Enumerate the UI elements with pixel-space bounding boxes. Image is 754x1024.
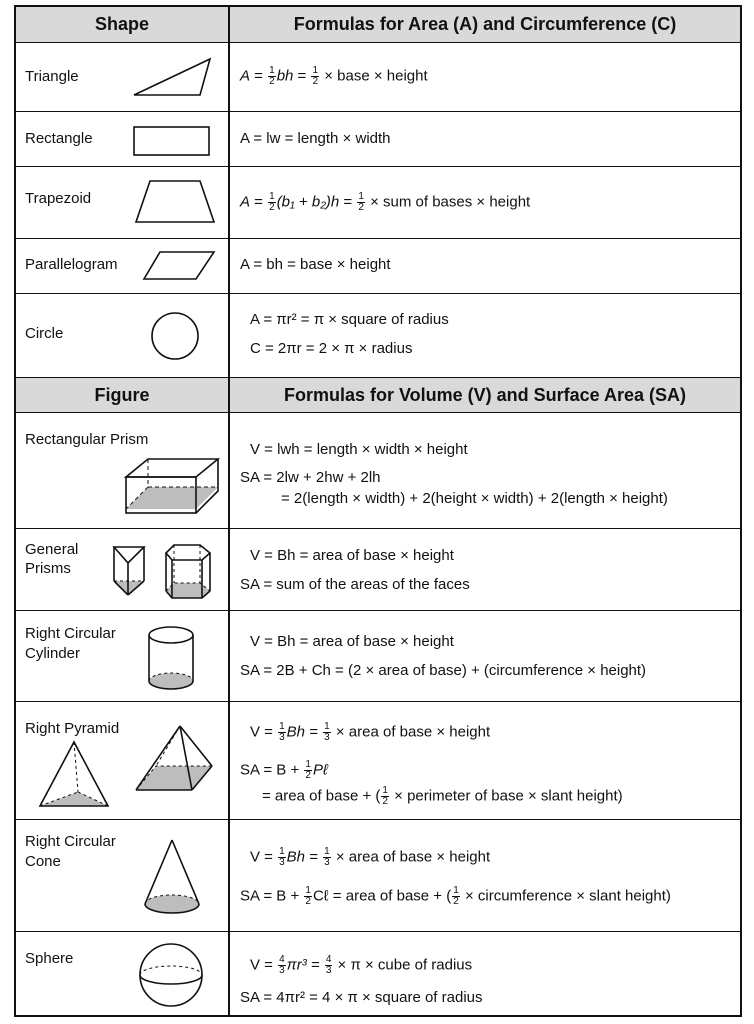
- cylinder-label-2: Cylinder: [25, 645, 81, 662]
- general-prisms-volume: V = Bh = area of base × height: [250, 547, 454, 564]
- pyramid-label: Right Pyramid: [25, 720, 120, 737]
- sphere-volume: V = $\frac{4}{3}$ πr³ = $\frac{4}{3}$ × π × cube of radius: [250, 954, 473, 976]
- trapezoid-label: Trapezoid: [25, 190, 92, 207]
- area-header-row: [16, 7, 740, 43]
- figure-column-header: Figure: [94, 384, 150, 405]
- volume-header-row: [16, 378, 740, 413]
- rectangle-row: [16, 112, 740, 167]
- cylinder-sa: SA = 2B + Ch = (2 × area of base) + (circumference × height): [240, 662, 647, 679]
- square-pyramid-figure: [134, 724, 214, 796]
- pyramid-sa-expanded: = area of base + ( $\frac{1}{2}$ × perimeter of base × slant height): [262, 785, 623, 807]
- sphere-figure: [138, 942, 204, 1008]
- parallelogram-label: Parallelogram: [25, 256, 118, 273]
- cylinder-label-1: Right Circular: [25, 625, 116, 642]
- general-prisms-label-1: General: [25, 541, 79, 558]
- rectangular-prism-label: Rectangular Prism: [25, 431, 149, 448]
- cone-figure: [142, 838, 202, 918]
- rectangular-prism-sa-expanded: = 2(length × width) + 2(height × width) + 2(length × height): [281, 490, 668, 507]
- rectangular-prism-row: [16, 413, 740, 529]
- sphere-sa: SA = 4πr² = 4 × π × square of radius: [240, 989, 483, 1006]
- circle-area-formula: A = πr² = π × square of radius: [250, 311, 449, 328]
- parallelogram-row: [16, 239, 740, 294]
- trapezoid-row: [16, 167, 740, 239]
- shape-column-header: Shape: [94, 14, 150, 34]
- cylinder-row: [16, 611, 740, 702]
- circle-row: [16, 294, 740, 378]
- rectangle-figure: [133, 126, 211, 158]
- triangle-figure: [132, 57, 212, 99]
- trapezoid-formula: A = $\frac{1}{2}$ (b₁ + b₂)h = $\frac{1}{2}$ × sum of bases × height: [240, 191, 531, 213]
- sphere-row: [16, 932, 740, 1015]
- rectangle-label: Rectangle: [25, 130, 93, 147]
- parallelogram-figure: [142, 250, 216, 282]
- pyramid-sa: SA = B + $\frac{1}{2}$ Pℓ: [240, 759, 328, 781]
- general-prisms-label-2: Prisms: [25, 560, 71, 577]
- formula-sheet: [14, 5, 742, 1017]
- triangle-formula: A = $\frac{1}{2}$ bh = $\frac{1}{2}$ × base × height: [240, 65, 428, 87]
- general-prisms-sa: SA = sum of the areas of the faces: [240, 576, 470, 593]
- cone-volume: V = $\frac{1}{3}$ Bh = $\frac{1}{3}$ × area of base × height: [250, 846, 491, 868]
- trapezoid-figure: [134, 179, 216, 225]
- pyramid-volume: V = $\frac{1}{3}$ Bh = $\frac{1}{3}$ × area of base × height: [250, 721, 491, 743]
- rectangle-formula: A = lw = length × width: [240, 130, 391, 147]
- circle-label: Circle: [25, 325, 64, 342]
- area-formulas-header: Formulas for Area (A) and Circumference (C): [293, 14, 677, 34]
- circle-circumference-formula: C = 2πr = 2 × π × radius: [250, 340, 413, 357]
- volume-formulas-header: Formulas for Volume (V) and Surface Area (SA): [283, 384, 687, 405]
- parallelogram-formula: A = bh = base × height: [240, 256, 391, 273]
- rectangular-prism-sa: SA = 2lw + 2hw + 2lh: [240, 469, 381, 486]
- hexagonal-prism-figure: [160, 543, 216, 601]
- cylinder-volume: V = Bh = area of base × height: [250, 633, 454, 650]
- rectangular-prism-volume: V = lwh = length × width × height: [250, 441, 468, 458]
- cone-sa: SA = B + $\frac{1}{2}$ Cℓ = area of base + ( $\frac{1}{2}$ × circumference × slant height): [240, 885, 671, 907]
- rectangular-prism-figure: [124, 457, 220, 517]
- cone-label-2: Cone: [25, 853, 61, 870]
- triangle-row: [16, 43, 740, 112]
- circle-figure: [150, 312, 202, 362]
- cone-label-1: Right Circular: [25, 833, 116, 850]
- general-prisms-row: [16, 529, 740, 611]
- cone-row: [16, 820, 740, 932]
- cylinder-figure: [146, 625, 196, 693]
- triangular-prism-figure: [111, 543, 149, 599]
- triangle-label: Triangle: [25, 68, 79, 85]
- triangular-pyramid-figure: [38, 740, 112, 810]
- pyramid-row: [16, 702, 740, 820]
- sphere-label: Sphere: [25, 950, 74, 967]
